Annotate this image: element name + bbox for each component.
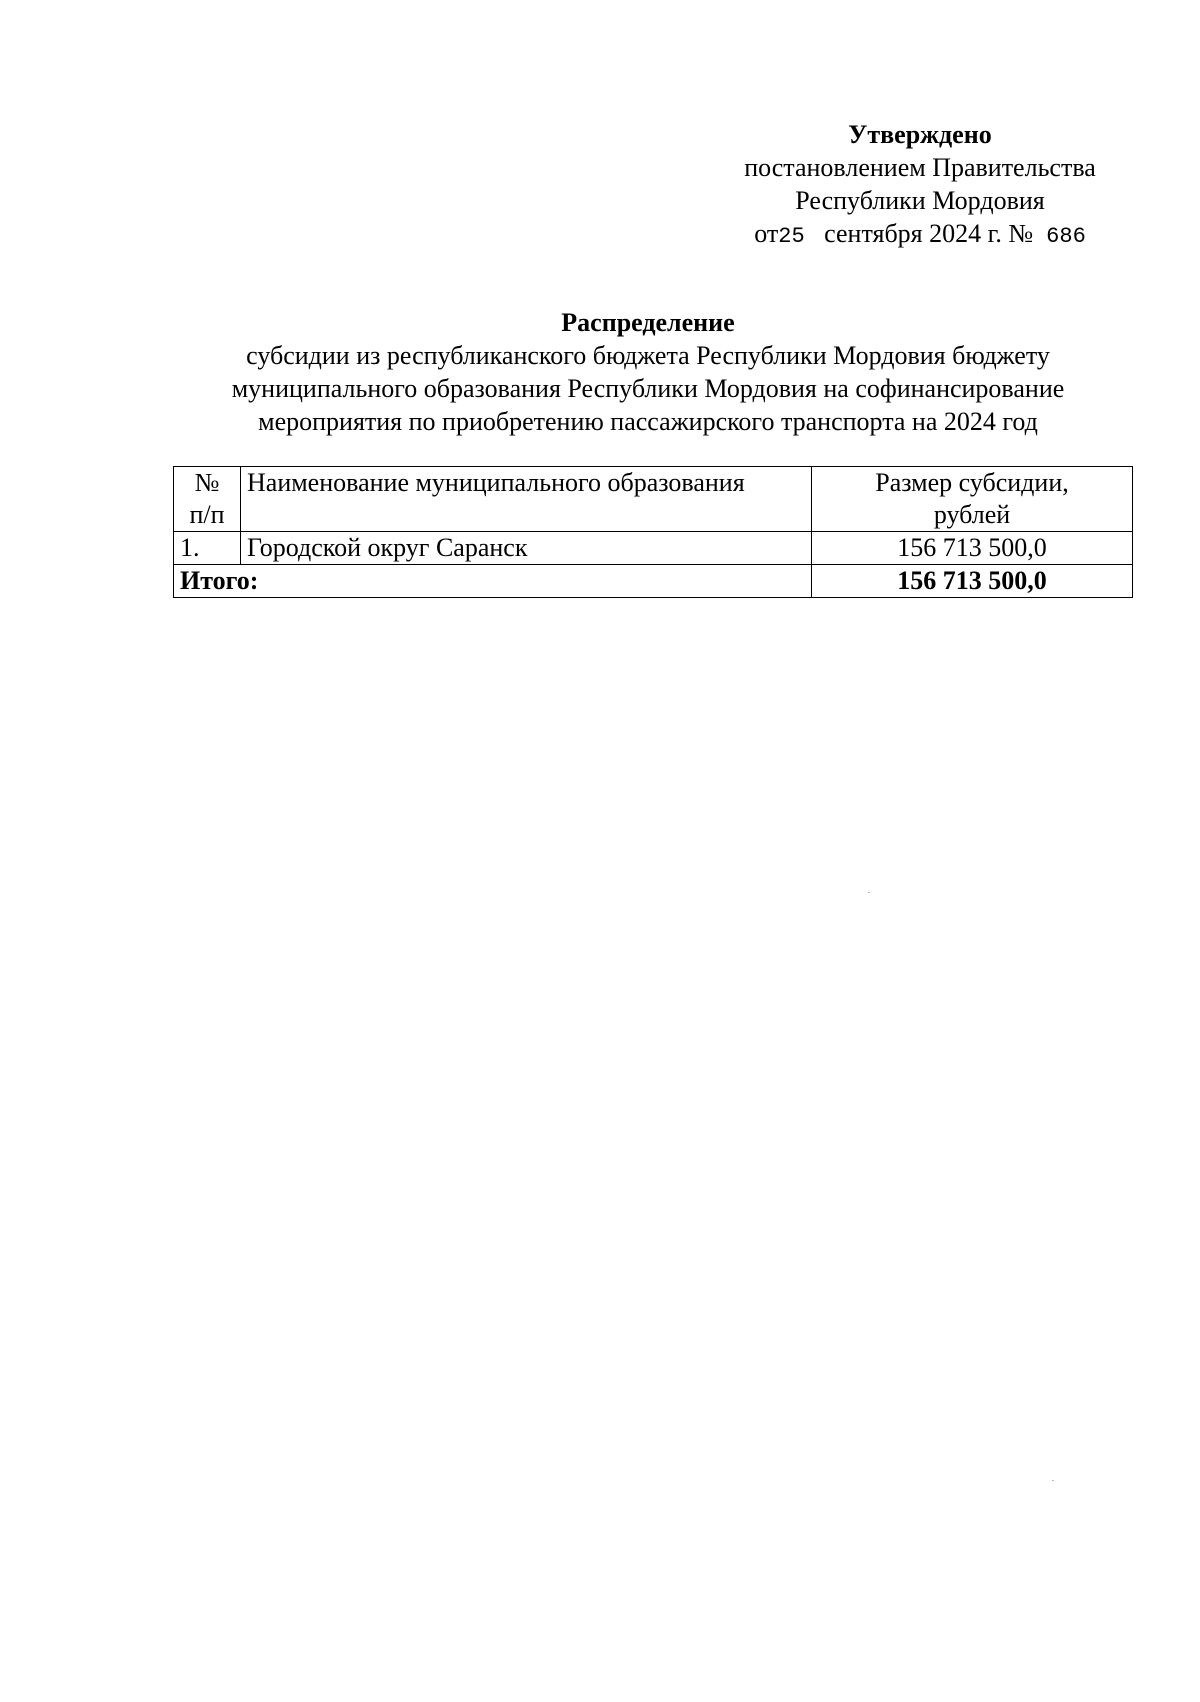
row-municipality: Городской округ Саранск: [241, 532, 812, 565]
document-subtitle-line-2: муниципального образования Республики Мордовия на софинансирование: [231, 374, 1065, 403]
date-prefix: от: [754, 219, 779, 248]
table-total-row: [174, 565, 1133, 598]
document-title: Распределение: [561, 308, 735, 337]
date-rest: сентября 2024 г. №: [804, 219, 1047, 248]
header-sum-line-1: Размер субсидии,: [875, 468, 1069, 497]
header-number-line-2: п/п: [189, 500, 225, 529]
total-label: Итого:: [174, 565, 812, 598]
header-sum: [812, 467, 1133, 532]
document-subtitle-line-3: мероприятия по приобретению пассажирского транспорта на 2024 год: [258, 407, 1038, 436]
approval-stamp: [720, 118, 1120, 253]
row-subsidy-amount: 156 713 500,0: [812, 532, 1133, 565]
scan-speck: [868, 892, 870, 893]
approval-line-2: Республики Мордовия: [795, 186, 1045, 215]
row-number: 1.: [174, 532, 241, 565]
header-number-line-1: №: [194, 468, 220, 497]
approval-heading: Утверждено: [848, 120, 992, 149]
scan-speck: [1052, 1480, 1054, 1481]
header-sum-line-2: рублей: [933, 500, 1011, 529]
document-subtitle-line-1: субсидии из республиканского бюджета Республики Мордовия бюджету: [246, 341, 1050, 370]
approval-date-line: [720, 217, 1120, 253]
approval-line-1: постановлением Правительства: [744, 153, 1096, 182]
header-number: [174, 467, 241, 532]
total-amount: 156 713 500,0: [812, 565, 1133, 598]
resolution-number: 686: [1046, 224, 1086, 249]
table-row: [174, 532, 1133, 565]
document-heading: [150, 306, 1146, 438]
header-name: Наименование муниципального образования: [241, 467, 812, 532]
table-header-row: [174, 467, 1133, 532]
distribution-table: [173, 466, 1133, 598]
date-day: 25: [778, 224, 805, 249]
